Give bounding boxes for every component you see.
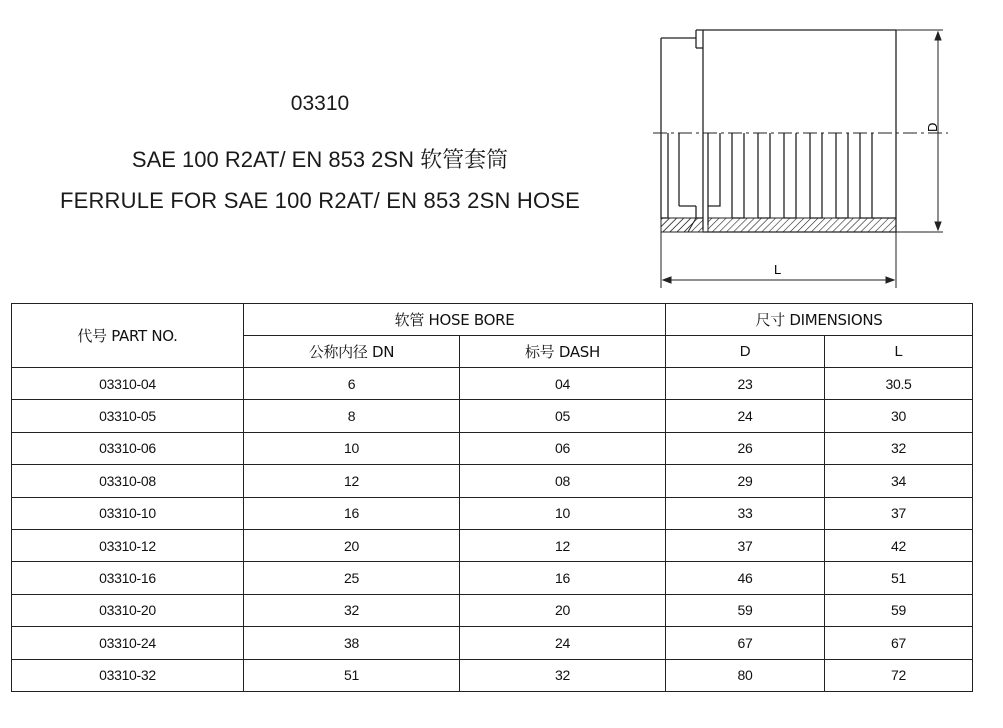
cell-part: 03310-16 [12, 562, 244, 594]
cell-l: 32 [825, 432, 973, 464]
l-dimension-label: L [774, 262, 782, 277]
cell-dash: 10 [460, 497, 666, 529]
cell-dn: 32 [244, 594, 460, 626]
table-row [12, 562, 973, 594]
cell-part: 03310-06 [12, 432, 244, 464]
cell-part: 03310-04 [12, 368, 244, 400]
cell-dn: 16 [244, 497, 460, 529]
cell-dash: 05 [460, 400, 666, 432]
cell-d: 46 [666, 562, 825, 594]
d-dimension-label: D [925, 122, 940, 132]
cell-l: 51 [825, 562, 973, 594]
table-row [12, 465, 973, 497]
cell-l: 59 [825, 594, 973, 626]
cell-l: 37 [825, 497, 973, 529]
dimensions-header: 尺寸 DIMENSIONS [666, 304, 973, 336]
table-row [12, 594, 973, 626]
dn-header: 公称内径 DN [244, 336, 460, 368]
cell-d: 37 [666, 529, 825, 561]
part-code-title: 03310 [290, 92, 350, 115]
cell-dn: 6 [244, 368, 460, 400]
dash-header: 标号 DASH [460, 336, 666, 368]
part-no-header: 代号 PART NO. [12, 304, 244, 368]
cell-d: 24 [666, 400, 825, 432]
cell-part: 03310-05 [12, 400, 244, 432]
cell-dn: 8 [244, 400, 460, 432]
l-header: L [825, 336, 973, 368]
cell-d: 29 [666, 465, 825, 497]
cell-dash: 06 [460, 432, 666, 464]
hose-bore-header: 软管 HOSE BORE [244, 304, 666, 336]
table-row [12, 627, 973, 659]
english-title: FERRULE FOR SAE 100 R2AT/ EN 853 2SN HOSE [59, 188, 581, 213]
cell-l: 34 [825, 465, 973, 497]
d-header: D [666, 336, 825, 368]
table-row [12, 400, 973, 432]
cell-dn: 51 [244, 659, 460, 691]
cell-l: 42 [825, 529, 973, 561]
cell-d: 80 [666, 659, 825, 691]
table-row [12, 368, 973, 400]
cell-dn: 25 [244, 562, 460, 594]
cell-dash: 12 [460, 529, 666, 561]
cell-part: 03310-24 [12, 627, 244, 659]
cell-l: 72 [825, 659, 973, 691]
cell-d: 67 [666, 627, 825, 659]
cell-dn: 12 [244, 465, 460, 497]
specification-table [11, 303, 973, 692]
cell-d: 26 [666, 432, 825, 464]
cell-part: 03310-32 [12, 659, 244, 691]
chinese-title: SAE 100 R2AT/ EN 853 2SN 软管套筒 [131, 147, 509, 172]
cell-l: 30.5 [825, 368, 973, 400]
cell-dash: 16 [460, 562, 666, 594]
table-row [12, 497, 973, 529]
table-row [12, 529, 973, 561]
cell-dash: 24 [460, 627, 666, 659]
cell-d: 33 [666, 497, 825, 529]
cell-d: 59 [666, 594, 825, 626]
cell-l: 67 [825, 627, 973, 659]
ferrule-drawing [648, 20, 968, 290]
cell-part: 03310-12 [12, 529, 244, 561]
cell-l: 30 [825, 400, 973, 432]
cell-dn: 38 [244, 627, 460, 659]
cell-dash: 04 [460, 368, 666, 400]
cell-dn: 10 [244, 432, 460, 464]
cell-part: 03310-10 [12, 497, 244, 529]
cell-dash: 20 [460, 594, 666, 626]
table-row [12, 432, 973, 464]
cell-dn: 20 [244, 529, 460, 561]
cell-part: 03310-20 [12, 594, 244, 626]
cell-dash: 08 [460, 465, 666, 497]
cell-part: 03310-08 [12, 465, 244, 497]
cell-d: 23 [666, 368, 825, 400]
cell-dash: 32 [460, 659, 666, 691]
table-body [12, 368, 973, 692]
table-row [12, 659, 973, 691]
